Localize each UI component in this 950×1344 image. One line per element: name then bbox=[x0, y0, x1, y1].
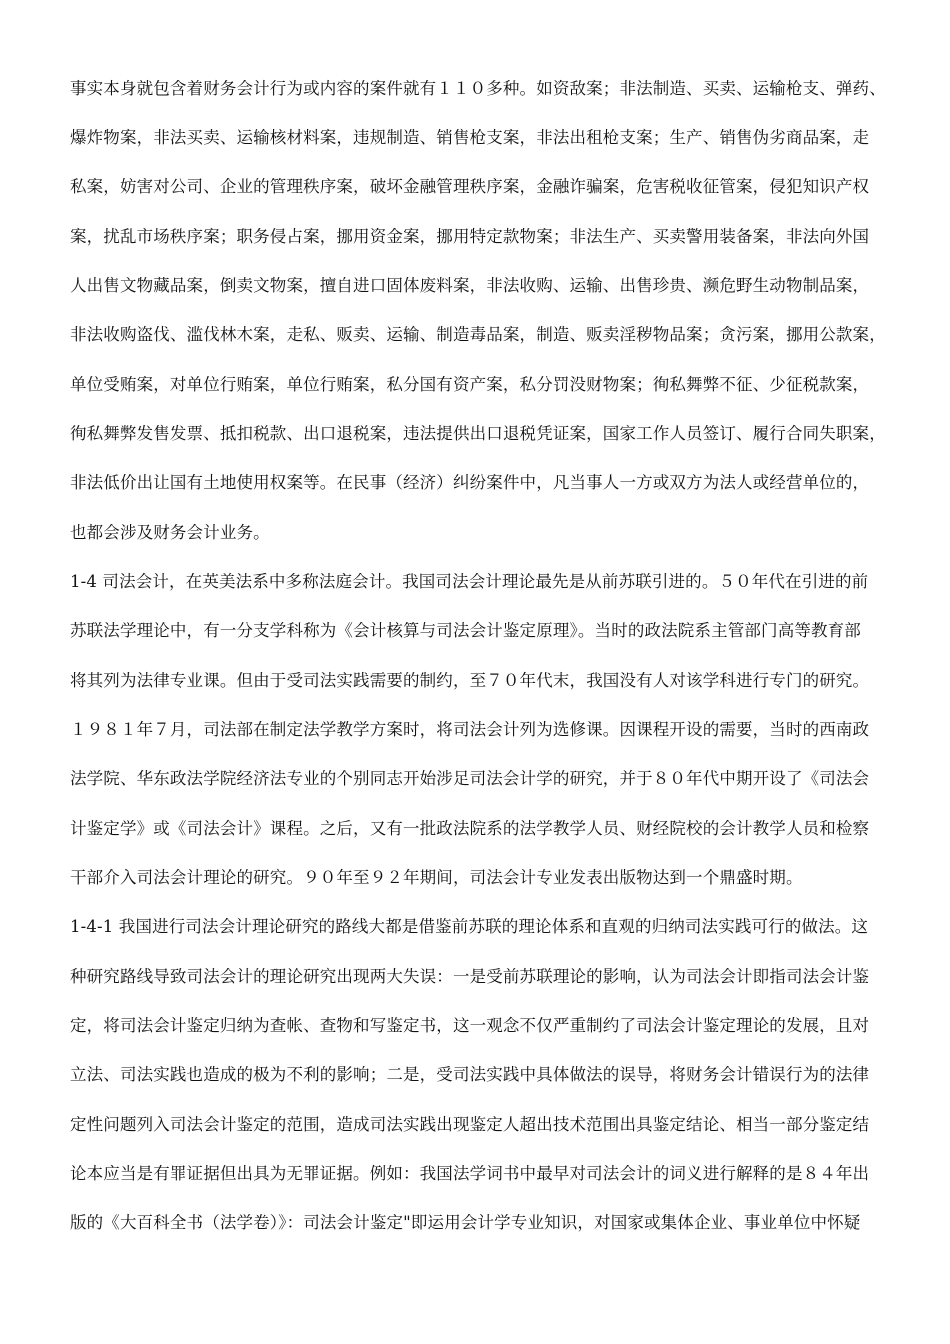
text-line: 案，扰乱市场秩序案；职务侵占案，挪用资金案，挪用特定款物案；非法生产、买卖警用装备案，非法向外国 bbox=[70, 227, 870, 246]
text-line: 徇私舞弊发售发票、抵扣税款、出口退税案，违法提供出口退税凭证案，国家工作人员签订、履行合同失职案， bbox=[70, 424, 886, 443]
text-line: 私案，妨害对公司、企业的管理秩序案，破坏金融管理秩序案，金融诈骗案，危害税收征管案，侵犯知识产权 bbox=[70, 177, 870, 196]
text-line: 计鉴定学》或《司法会计》课程。之后，又有一批政法院系的法学教学人员、财经院校的会计教学人员和检察 bbox=[70, 819, 870, 838]
paragraph-start-1-4-1: 1-4-1 我国进行司法会计理论研究的路线大都是借鉴前苏联的理论体系和直观的归纳司法实践可行的做法。这 bbox=[70, 917, 869, 936]
text-line: 事实本身就包含着财务会计行为或内容的案件就有１１０多种。如资敌案；非法制造、买卖、运输枪支、弹药、 bbox=[70, 79, 886, 98]
text-line: 定性问题列入司法会计鉴定的范围，造成司法实践出现鉴定人超出技术范围出具鉴定结论、相当一部分鉴定结 bbox=[70, 1115, 870, 1134]
text-line: 种研究路线导致司法会计的理论研究出现两大失误：一是受前苏联理论的影响，认为司法会计即指司法会计鉴 bbox=[70, 967, 870, 986]
text-line: 法学院、华东政法学院经济法专业的个别同志开始涉足司法会计学的研究，并于８０年代中期开设了《司法会 bbox=[70, 769, 870, 788]
text-line: 单位受贿案，对单位行贿案，单位行贿案，私分国有资产案，私分罚没财物案；徇私舞弊不征、少征税款案， bbox=[70, 375, 870, 394]
paragraph-start-1-4: 1-4 司法会计，在英美法系中多称法庭会计。我国司法会计理论最先是从前苏联引进的。５０年代在引进的前 bbox=[70, 572, 869, 591]
text-line: 也都会涉及财务会计业务。 bbox=[70, 523, 270, 542]
text-line: 非法低价出让国有土地使用权案等。在民事（经济）纠纷案件中，凡当事人一方或双方为法人或经营单位的， bbox=[70, 473, 870, 492]
text-line: 版的《大百科全书（法学卷）》：司法会计鉴定"即运用会计学专业知识，对国家或集体企业、事业单位中怀疑 bbox=[70, 1213, 861, 1232]
text-line: 苏联法学理论中，有一分支学科称为《会计核算与司法会计鉴定原理》。当时的政法院系主管部门高等教育部 bbox=[70, 621, 861, 640]
text-line: １９８１年７月，司法部在制定法学教学方案时，将司法会计列为选修课。因课程开设的需要，当时的西南政 bbox=[70, 720, 870, 739]
text-line: 干部介入司法会计理论的研究。９０年至９２年期间，司法会计专业发表出版物达到一个鼎盛时期。 bbox=[70, 868, 803, 887]
text-line: 爆炸物案，非法买卖、运输核材料案，违规制造、销售枪支案，非法出租枪支案；生产、销售伪劣商品案，走 bbox=[70, 128, 870, 147]
text-line: 将其列为法律专业课。但由于受司法实践需要的制约，至７０年代末，我国没有人对该学科进行专门的研究。 bbox=[70, 671, 870, 690]
text-line: 论本应当是有罪证据但出具为无罪证据。例如：我国法学词书中最早对司法会计的词义进行解释的是８４年出 bbox=[70, 1164, 870, 1183]
text-line: 定，将司法会计鉴定归纳为查帐、查物和写鉴定书，这一观念不仅严重制约了司法会计鉴定理论的发展，且对 bbox=[70, 1016, 870, 1035]
text-line: 立法、司法实践也造成的极为不利的影响；二是，受司法实践中具体做法的误导，将财务会计错误行为的法律 bbox=[70, 1065, 870, 1084]
text-line: 人出售文物藏品案，倒卖文物案，擅自进口固体废料案，非法收购、运输、出售珍贵、濒危野生动物制品案， bbox=[70, 276, 870, 295]
text-line: 非法收购盗伐、滥伐林木案，走私、贩卖、运输、制造毒品案，制造、贩卖淫秽物品案；贪污案，挪用公款案， bbox=[70, 325, 886, 344]
